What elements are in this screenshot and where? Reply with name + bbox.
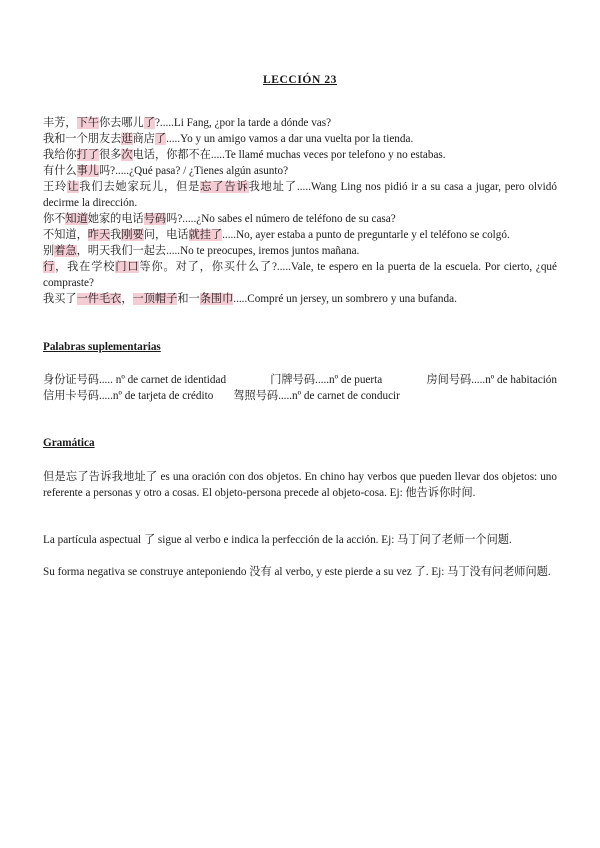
dialogue-text: 我 <box>110 229 122 241</box>
dialogue-line <box>43 163 557 179</box>
dialogue-line <box>43 211 557 227</box>
highlighted-word: 一顶帽子 <box>132 293 178 305</box>
dialogue-text: 你不 <box>43 213 66 225</box>
dialogue-line <box>43 115 557 131</box>
vocab-heading: Palabras suplementarias <box>43 341 161 353</box>
highlighted-word: 号码 <box>143 213 167 225</box>
vocab-row <box>43 372 557 388</box>
dialogue-line <box>43 243 557 259</box>
dialogue-text: ，明天我们一起去.....No te preocupes, iremos juntos mañana. <box>76 245 360 257</box>
highlighted-word: 门口 <box>115 261 140 273</box>
dialogue-text: 我们去她家玩儿，但是 <box>79 181 201 193</box>
dialogue-line <box>43 259 557 291</box>
vocab-section <box>43 339 557 355</box>
highlighted-word: 就挂了 <box>188 229 223 241</box>
highlighted-word: 打了 <box>76 149 99 161</box>
dialogue-text: 吗?.....¿No sabes el número de teléfono de su casa? <box>166 213 396 225</box>
dialogue-text: 你去哪儿 <box>98 117 144 129</box>
vocab-item: 身份证号码..... nº de carnet de identidad <box>43 374 227 386</box>
dialogue-text: 问，电话 <box>143 229 189 241</box>
dialogue <box>43 115 557 307</box>
dialogue-text: 我给你 <box>43 149 77 161</box>
grammar-paragraph: 但是忘了告诉我地址了 es una oración con dos objetos. En chino hay verbos que pueden llevar dos objetos: uno referente a personas y otro a cosas. El objeto-persona precede al objeto-cosa. Ej: 他告诉你时间. <box>43 471 557 499</box>
dialogue-text: 我买了 <box>43 293 77 305</box>
highlighted-word: 条围巾 <box>199 293 234 305</box>
dialogue-text: 她家的电话 <box>87 213 144 225</box>
highlighted-word: 着急 <box>54 245 77 257</box>
page-title: LECCIÓN 23 <box>262 74 338 86</box>
dialogue-line <box>43 131 557 147</box>
highlighted-word: 一件毛衣 <box>76 293 122 305</box>
highlighted-word: 昨天 <box>87 229 111 241</box>
dialogue-text: 我和一个朋友去 <box>43 133 122 145</box>
vocab-item: 门牌号码.....nº de puerta <box>270 374 383 386</box>
dialogue-text: 别 <box>43 245 55 257</box>
vocab-item: 驾照号码.....nº de carnet de conducir <box>233 390 400 402</box>
dialogue-text: 等你。对了，你买什么了?.....Vale, te espero en la puerta de la escuela. Por cierto, ¿qué compraste? <box>43 261 557 289</box>
dialogue-text: 商店 <box>132 133 155 145</box>
grammar-section <box>43 435 557 451</box>
highlighted-word: 事儿 <box>76 165 99 177</box>
highlighted-word: 逛 <box>121 133 133 145</box>
dialogue-text: 很多 <box>98 149 122 161</box>
highlighted-word: 了 <box>154 133 167 145</box>
vocab-item: 信用卡号码.....nº de tarjeta de crédito <box>43 390 214 402</box>
dialogue-text: ， <box>121 293 133 305</box>
dialogue-text: ?.....Li Fang, ¿por la tarde a dónde vas? <box>154 117 332 129</box>
dialogue-text: 丰芳， <box>43 117 77 129</box>
vocab-list <box>43 372 557 404</box>
dialogue-text: 吗?.....¿Qué pasa? / ¿Tienes algún asunto? <box>98 165 289 177</box>
dialogue-line <box>43 291 557 307</box>
grammar-paragraph: La partícula aspectual 了 sigue al verbo e indica la perfección de la acción. Ej: 马丁问了老师一个问题. <box>43 534 512 546</box>
dialogue-text: 不知道， <box>43 229 88 241</box>
dialogue-line <box>43 179 557 211</box>
highlighted-word: 下午 <box>76 117 99 129</box>
highlighted-word: 了 <box>143 117 155 129</box>
dialogue-text: .....Compré un jersey, un sombrero y una bufanda. <box>233 293 457 305</box>
dialogue-line <box>43 147 557 163</box>
dialogue-text: .....No, ayer estaba a punto de preguntarle y el teléfono se colgó. <box>222 229 510 241</box>
dialogue-text: 电话，你都不在.....Te llamé muchas veces por telefono y no estabas. <box>132 149 446 161</box>
highlighted-word: 次 <box>121 149 133 161</box>
dialogue-text: ，我在学校 <box>55 261 116 273</box>
dialogue-text: .....Yo y un amigo vamos a dar una vuelta por la tienda. <box>166 133 414 145</box>
dialogue-text: 和一 <box>177 293 200 305</box>
dialogue-line <box>43 227 557 243</box>
grammar-heading: Gramática <box>43 437 95 449</box>
dialogue-text: 有什么 <box>43 165 77 177</box>
vocab-item: 房间号码.....nº de habitación <box>426 374 557 386</box>
grammar-paragraph: Su forma negativa se construye anteponiendo 没有 al verbo, y este pierde a su vez 了. Ej: 马丁没有问老师问题. <box>43 566 551 578</box>
highlighted-word: 忘了告诉 <box>200 181 249 193</box>
highlighted-word: 让 <box>67 181 80 193</box>
dialogue-text: 王玲 <box>43 181 68 193</box>
dialogue-text: 我地址了.....Wang Ling nos pidió ir a su casa a jugar, pero olvidó decirme la dirección. <box>43 181 557 209</box>
highlighted-word: 知道 <box>65 213 88 225</box>
highlighted-word: 行 <box>43 261 56 273</box>
vocab-row <box>43 388 557 404</box>
highlighted-word: 刚要 <box>121 229 144 241</box>
